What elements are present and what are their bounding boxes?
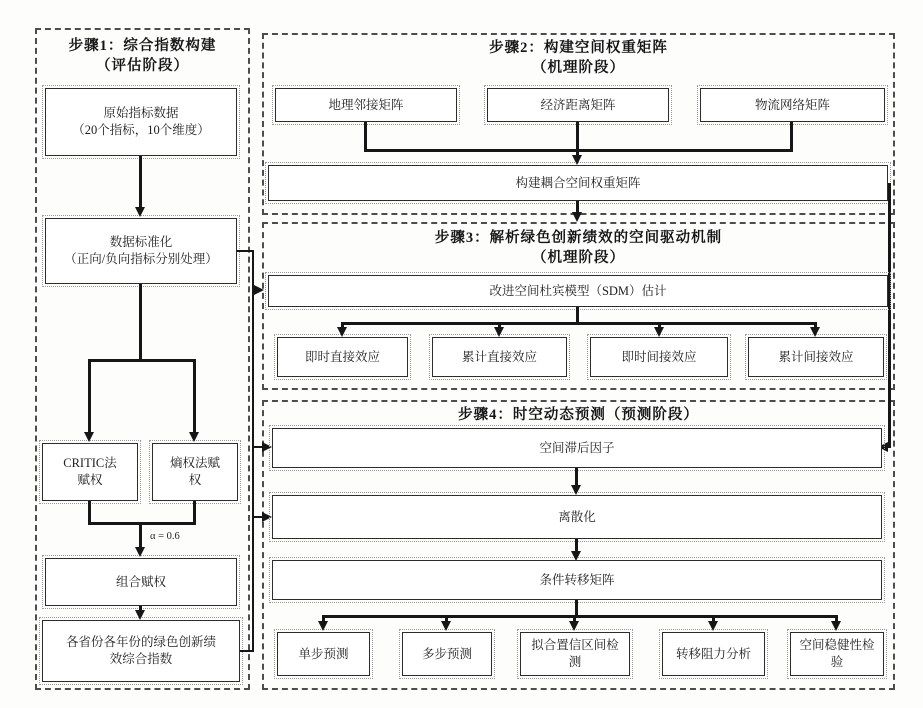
connector-arrowhead	[831, 621, 841, 631]
connector-arrowhead	[254, 285, 264, 295]
connector-arrowhead	[135, 207, 145, 217]
connector-line	[88, 359, 196, 362]
effect-box-immediate-direct: 即时直接效应	[277, 337, 408, 377]
connector-arrowhead	[441, 621, 451, 631]
connector-arrowhead	[494, 327, 504, 337]
transition-matrix-box: 条件转移矩阵	[272, 560, 882, 600]
step3-title: 步骤3：解析绿色创新绩效的空间驱动机制 （机理阶段）	[434, 230, 723, 267]
connector-arrowhead	[571, 485, 581, 495]
output-box-transfer-resistance: 转移阻力分析	[662, 632, 765, 676]
critic-weight-box: CRITIC法 赋权	[42, 443, 138, 501]
entropy-weight-box: 熵权法赋 权	[152, 443, 238, 501]
connector-line	[252, 250, 254, 652]
output-box-spatial-robustness: 空间稳健性检 验	[790, 632, 884, 676]
connector-line	[575, 468, 578, 486]
connector-line	[341, 322, 817, 325]
step1-title: 步骤1：综合指数构建 （评估阶段）	[68, 38, 217, 75]
output-box-confidence-interval: 拟合置信区间检 测	[520, 632, 630, 676]
connector-line	[576, 122, 579, 152]
connector-arrowhead	[262, 512, 272, 522]
connector-arrowhead	[189, 432, 199, 442]
effect-box-cumulative-indirect: 累计间接效应	[748, 337, 884, 377]
connector-line	[193, 359, 196, 433]
connector-line	[139, 284, 142, 360]
output-box-multi-step: 多步预测	[402, 632, 492, 676]
effect-box-cumulative-direct: 累计直接效应	[432, 337, 567, 377]
connector-line	[88, 359, 91, 433]
connector-line	[237, 250, 253, 252]
connector-line	[888, 183, 891, 447]
connector-arrowhead	[262, 442, 272, 452]
connector-arrowhead	[654, 327, 664, 337]
composite-index-box: 各省份各年份的绿色创新绩 效综合指数	[42, 620, 240, 682]
alpha-label: α = 0.6	[150, 531, 180, 542]
spatial-lag-box: 空间滞后因子	[272, 428, 882, 468]
connector-arrowhead	[337, 327, 347, 337]
discretization-box: 离散化	[272, 495, 882, 539]
connector-line	[322, 615, 838, 618]
connector-line	[139, 156, 142, 208]
connector-line	[88, 522, 196, 525]
connector-arrowhead	[135, 610, 145, 620]
economic-distance-matrix-box: 经济距离矩阵	[487, 88, 669, 122]
sdm-model-box: 改进空间杜宾模型（SDM）估计	[268, 275, 888, 307]
connector-arrowhead	[572, 155, 582, 165]
connector-line	[139, 522, 142, 548]
combine-weight-box: 组合赋权	[45, 558, 237, 606]
coupled-weight-matrix-box: 构建耦合空间权重矩阵	[268, 165, 888, 201]
logistics-network-matrix-box: 物流网络矩阵	[700, 88, 885, 122]
connector-line	[790, 122, 793, 152]
connector-arrowhead	[572, 212, 582, 222]
step4-title: 步骤4：时空动态预测（预测阶段）	[458, 407, 699, 423]
standardization-box: 数据标准化 （正向/负向指标分别处理）	[45, 218, 237, 284]
connector-arrowhead	[84, 432, 94, 442]
connector-arrowhead	[135, 547, 145, 557]
geo-adjacency-matrix-box: 地理邻接矩阵	[275, 88, 457, 122]
connector-arrowhead	[810, 327, 820, 337]
connector-arrowhead	[569, 621, 579, 631]
connector-line	[364, 122, 367, 152]
connector-arrowhead	[571, 551, 581, 561]
effect-box-immediate-indirect: 即时间接效应	[590, 337, 728, 377]
raw-data-box: 原始指标数据 （20个指标，10个维度）	[45, 88, 237, 156]
output-box-single-step: 单步预测	[277, 632, 370, 676]
connector-arrowhead	[708, 621, 718, 631]
connector-arrowhead	[318, 621, 328, 631]
step2-title: 步骤2：构建空间权重矩阵 （机理阶段）	[489, 40, 668, 77]
